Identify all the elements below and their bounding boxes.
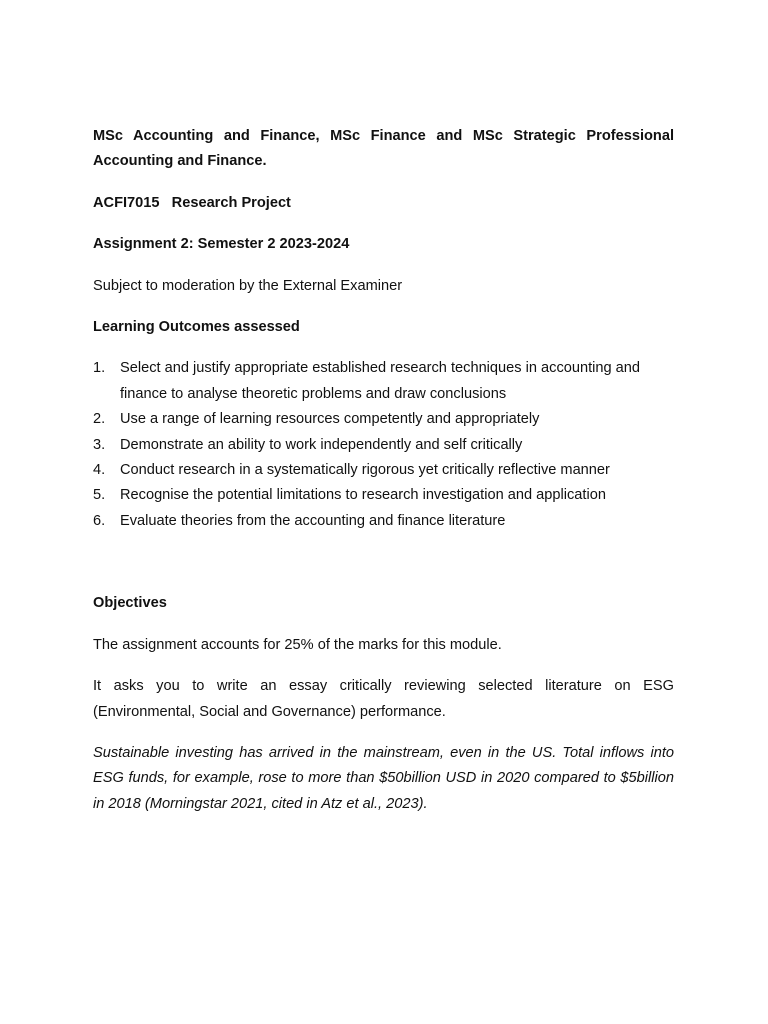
list-item-text: Conduct research in a systematically rigorous yet critically reflective manner	[120, 462, 610, 479]
list-item	[93, 407, 674, 432]
list-item	[93, 356, 674, 407]
objectives-heading: Objectives	[93, 595, 167, 612]
list-item-number: 1.	[93, 360, 106, 377]
moderation-note: Subject to moderation by the External Examiner	[93, 277, 403, 294]
outcomes-list	[93, 356, 674, 534]
list-item-number: 3.	[93, 436, 106, 453]
list-item-text: Recognise the potential limitations to research investigation and application	[120, 487, 606, 504]
list-item	[93, 483, 674, 508]
assignment-title: Assignment 2: Semester 2 2023-2024	[93, 236, 350, 253]
objectives-paragraph-1: The assignment accounts for 25% of the marks for this module.	[93, 636, 502, 653]
outcomes-heading: Learning Outcomes assessed	[93, 319, 300, 336]
list-item	[93, 509, 674, 534]
objectives-paragraph-2: It asks you to write an essay critically reviewing selected literature on ESG (Environmental, Social and Governance) performance.	[93, 678, 674, 720]
document-page	[93, 124, 674, 817]
list-item-number: 2.	[93, 411, 106, 428]
list-item	[93, 458, 674, 483]
section-spacer	[93, 534, 674, 591]
list-item-number: 6.	[93, 512, 106, 529]
module-code-title: ACFI7015 Research Project	[93, 194, 291, 211]
list-item-text: Evaluate theories from the accounting and finance literature	[120, 512, 506, 529]
document-title: MSc Accounting and Finance, MSc Finance and MSc Strategic Professional Accounting and Finance.	[93, 128, 674, 170]
list-item-number: 4.	[93, 462, 106, 479]
esg-quote: Sustainable investing has arrived in the mainstream, even in the US. Total inflows into ESG funds, for example, rose to more than $50billion USD in 2020 compared to $5billion in 2018 (Morningstar 2021, cited in Atz et al., 2023).	[93, 744, 674, 812]
list-item-text: Select and justify appropriate established research techniques in accounting and finance to analyse theoretic problems and draw conclusions	[120, 360, 641, 402]
list-item-number: 5.	[93, 487, 106, 504]
list-item-text: Demonstrate an ability to work independently and self critically	[120, 436, 523, 453]
list-item-text: Use a range of learning resources competently and appropriately	[120, 411, 540, 428]
list-item	[93, 433, 674, 458]
